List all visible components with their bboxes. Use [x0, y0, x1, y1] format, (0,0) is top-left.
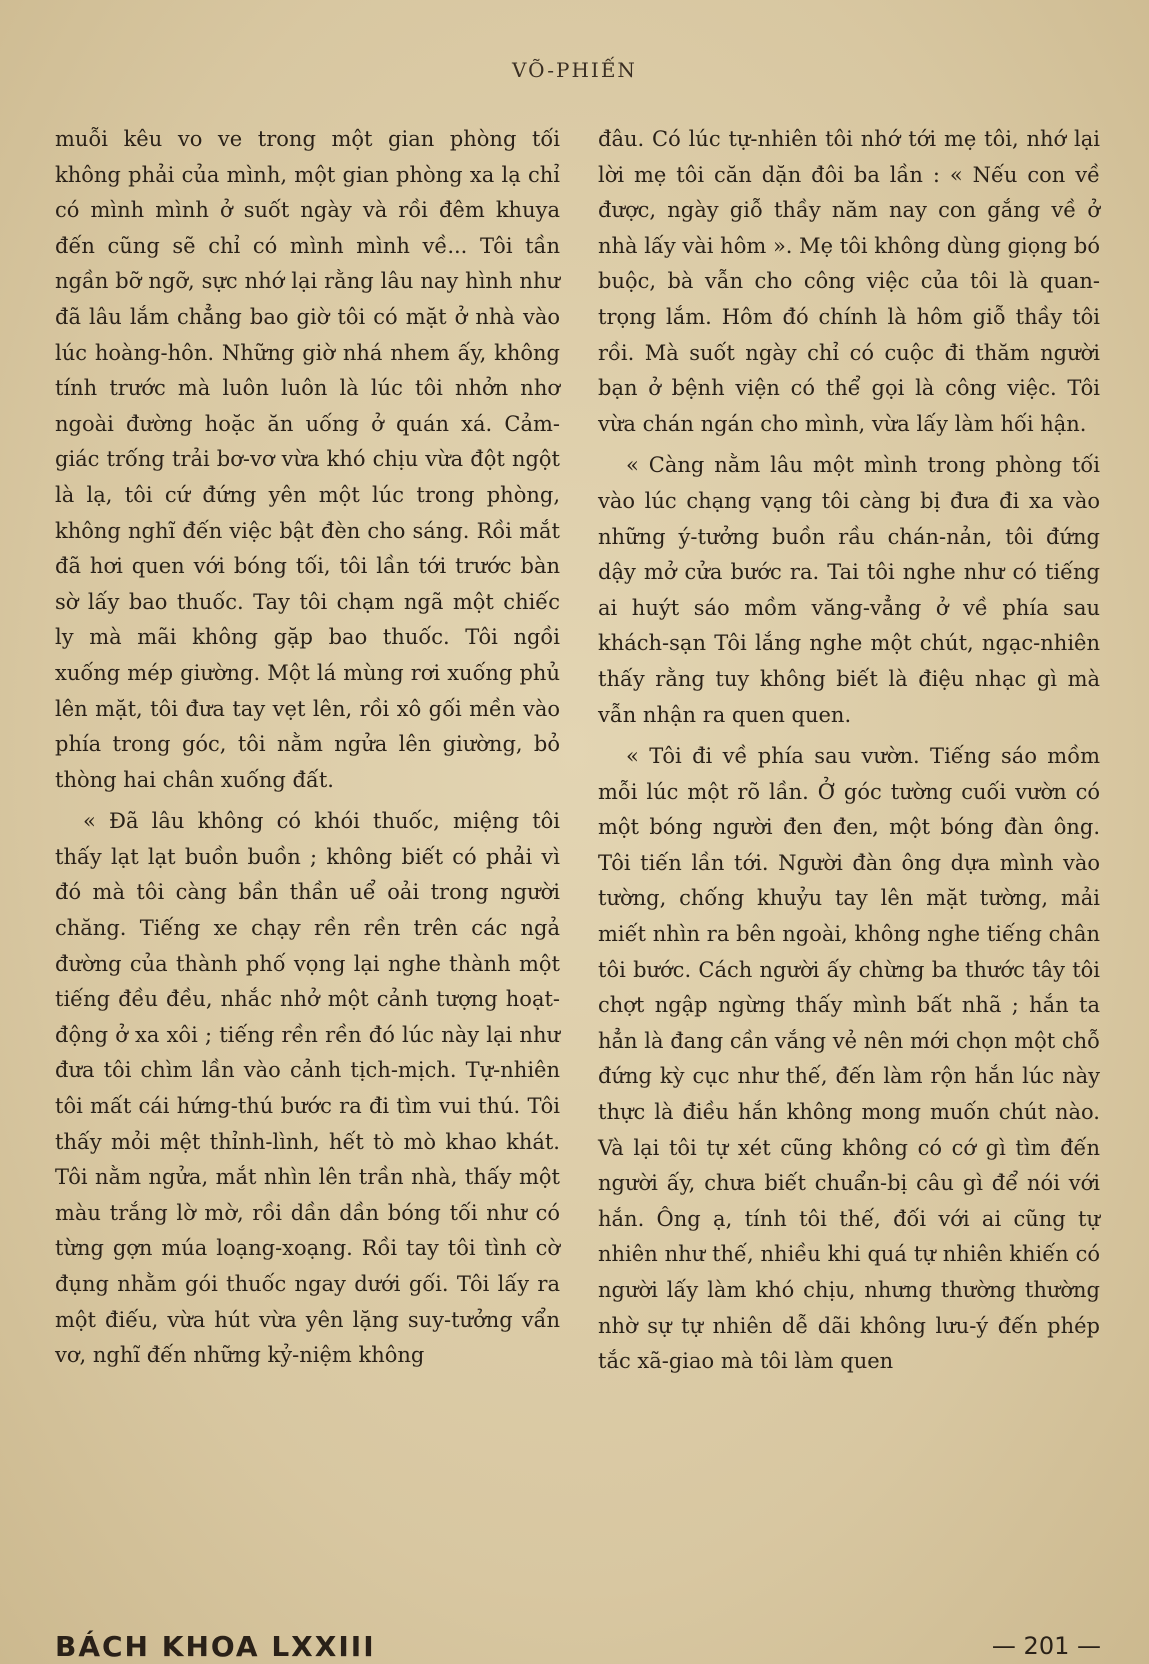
running-head-author: VÕ-PHIẾN	[512, 58, 637, 82]
paragraph: « Tôi đi về phía sau vườn. Tiếng sáo mồm mỗi lúc một rõ lần. Ở góc tường cuối vườn có một bóng người đen đen, một bóng đàn ông. Tôi tiến lần tới. Người đàn ông dựa mình vào tường, chống khuỷu tay lên mặt tường, mải miết nhìn ra bên ngoài, không nghe tiếng chân tôi bước. Cách người ấy chừng ba thước tây tôi chợt ngập ngừng thấy mình bất nhã ; hắn ta hẳn là đang cần vắng vẻ nên mới chọn một chỗ đứng kỳ cục như thế, đến làm rộn hắn lúc này thực là điều hắn không mong muốn chút nào. Và lại tôi tự xét cũng không có cớ gì tìm đến người ấy, chưa biết chuẩn-bị câu gì để nói với hắn. Ông ạ, tính tôi thế, đối với ai cũng tự nhiên như thế, nhiều khi quá tự nhiên khiến có người lấy làm khó chịu, nhưng thường thường nhờ sự tự nhiên dễ dãi không lưu-ý đến phép tắc xã-giao mà tôi làm quen	[598, 744, 1100, 1374]
right-text-column	[598, 122, 1100, 1622]
paragraph: muỗi kêu vo ve trong một gian phòng tối không phải của mình, một gian phòng xa lạ chỉ có mình mình ở suốt ngày và rồi đêm khuya đến cũng sẽ chỉ có mình mình về... Tôi tần ngần bỡ ngỡ, sực nhớ lại rằng lâu nay hình như đã lâu lắm chẳng bao giờ tôi có mặt ở nhà vào lúc hoàng-hôn. Những giờ nhá nhem ấy, không tính trước mà luôn luôn là lúc tôi nhởn nhơ ngoài đường hoặc ăn uống ở quán xá. Cảm-giác trống trải bơ-vơ vừa khó chịu vừa đột ngột là lạ, tôi cứ đứng yên một lúc trong phòng, không nghĩ đến việc bật đèn cho sáng. Rồi mắt đã hơi quen với bóng tối, tôi lần tới trước bàn sờ lấy bao thuốc. Tay tôi chạm ngã một chiếc ly mà mãi không gặp bao thuốc. Tôi ngồi xuống mép giường. Một lá mùng rơi xuống phủ lên mặt, tôi đưa tay vẹt lên, rồi xô gối mền vào phía trong góc, tôi nằm ngửa lên giường, bỏ thòng hai chân xuống đất.	[55, 127, 560, 792]
left-text-column	[55, 122, 560, 1622]
page-number: — 201 —	[991, 1632, 1101, 1660]
paragraph: đâu. Có lúc tự-nhiên tôi nhớ tới mẹ tôi, nhớ lại lời mẹ tôi căn dặn đôi ba lần : « Nếu con về được, ngày giỗ thầy năm nay con gắng về ở nhà lấy vài hôm ». Mẹ tôi không dùng giọng bó buộc, bà vẫn cho công việc của tôi là quan-trọng lắm. Hôm đó chính là hôm giỗ thầy tôi rồi. Mà suốt ngày chỉ có cuộc đi thăm người bạn ở bệnh viện có thể gọi là công việc. Tôi vừa chán ngán cho mình, vừa lấy làm hối hận.	[598, 127, 1100, 436]
paragraph: « Càng nằm lâu một mình trong phòng tối vào lúc chạng vạng tôi càng bị đưa đi xa vào những ý-tưởng buồn rầu chán-nản, tôi đứng dậy mở cửa bước ra. Tai tôi nghe như có tiếng ai huýt sáo mồm văng-vẳng ở về phía sau khách-sạn Tôi lắng nghe một chút, ngạc-nhiên thấy rằng tuy không biết là điệu nhạc gì mà vẫn nhận ra quen quen.	[598, 453, 1100, 727]
publication-footer: BÁCH KHOA LXXIII	[55, 1630, 376, 1663]
paragraph: « Đã lâu không có khói thuốc, miệng tôi thấy lạt lạt buồn buồn ; không biết có phải vì đó mà tôi càng bần thần uể oải trong người chăng. Tiếng xe chạy rền rền trên các ngả đường của thành phố vọng lại nghe thành một tiếng đều đều, nhắc nhở một cảnh tượng hoạt-động ở xa xôi ; tiếng rền rền đó lúc này lại như đưa tôi chìm lần vào cảnh tịch-mịch. Tự-nhiên tôi mất cái hứng-thú bước ra đi tìm vui thú. Tôi thấy mỏi mệt thỉnh-lình, hết tò mò khao khát. Tôi nằm ngửa, mắt nhìn lên trần nhà, thấy một màu trắng lờ mờ, rồi dần dần bóng tối như có từng gợn múa loạng-xoạng. Rồi tay tôi tình cờ đụng nhằm gói thuốc ngay dưới gối. Tôi lấy ra một điếu, vừa hút vừa yên lặng suy-tưởng vẩn vơ, nghĩ đến những kỷ-niệm không	[55, 809, 560, 1368]
